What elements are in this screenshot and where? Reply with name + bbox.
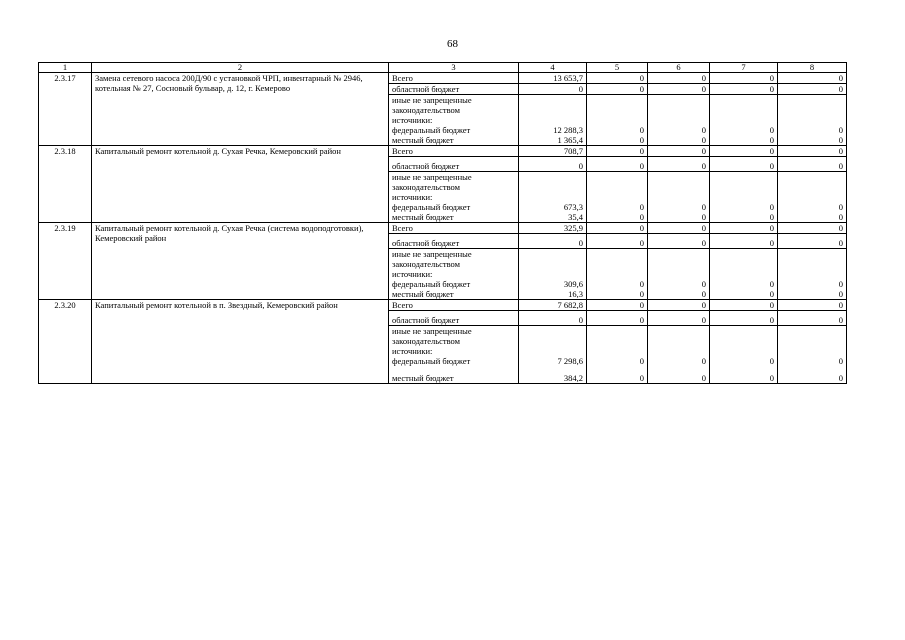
amount-cell: 0 — [778, 234, 847, 249]
budget-table — [38, 62, 847, 384]
source-label-line: федеральный бюджет — [392, 125, 471, 135]
amount-cell — [519, 326, 587, 384]
amount-cell-line: 1 365,4 — [557, 135, 583, 145]
amount-cell-line: 309,6 — [563, 279, 583, 289]
amount-cell-line — [590, 346, 644, 356]
amount-cell-line: 0 — [769, 289, 774, 299]
amount-cell-line: 0 — [701, 289, 706, 299]
amount-cell-line — [713, 326, 774, 336]
amount-cell: 7 682,8 — [519, 300, 587, 311]
amount-cell-line — [651, 346, 706, 356]
amount-cell-line — [713, 192, 774, 202]
amount-cell-line — [522, 172, 583, 182]
source-label-line: иные не запрещенные — [392, 172, 472, 182]
amount-cell-line — [713, 105, 774, 115]
amount-cell — [648, 95, 710, 146]
source-label-line: федеральный бюджет — [392, 356, 471, 366]
item-code: 2.3.19 — [39, 223, 92, 300]
column-header: 6 — [648, 63, 710, 73]
amount-cell: 0 — [778, 146, 847, 157]
table-row — [39, 146, 847, 157]
amount-cell-line — [522, 346, 583, 356]
amount-cell — [710, 326, 778, 384]
amount-cell: 0 — [587, 84, 648, 95]
amount-cell-line: 0 — [701, 125, 706, 135]
amount-cell: 708,7 — [519, 146, 587, 157]
amount-cell-line — [522, 269, 583, 279]
amount-cell — [587, 95, 648, 146]
amount-cell-line — [781, 269, 843, 279]
amount-cell-line — [781, 326, 843, 336]
amount-cell: 0 — [710, 234, 778, 249]
amount-cell-line — [651, 249, 706, 259]
amount-cell-line: 0 — [769, 125, 774, 135]
amount-cell: 0 — [519, 311, 587, 326]
amount-cell-line: 0 — [639, 373, 644, 383]
amount-cell-line: 0 — [639, 135, 644, 145]
source-label: областной бюджет — [389, 84, 519, 95]
source-label-line: законодательством — [392, 259, 461, 269]
amount-cell-line — [781, 192, 843, 202]
amount-cell-line — [522, 115, 583, 125]
amount-cell-line — [651, 336, 706, 346]
amount-cell-line: 0 — [769, 212, 774, 222]
amount-cell-line: 7 298,6 — [557, 356, 583, 366]
amount-cell-line — [713, 259, 774, 269]
amount-cell: 0 — [648, 157, 710, 172]
amount-cell: 0 — [519, 157, 587, 172]
amount-cell-line: 0 — [769, 279, 774, 289]
column-header: 7 — [710, 63, 778, 73]
amount-cell: 0 — [778, 84, 847, 95]
amount-cell-line: 0 — [701, 202, 706, 212]
source-label-line: источники: — [392, 346, 433, 356]
amount-cell-line: 673,3 — [563, 202, 583, 212]
amount-cell: 0 — [648, 223, 710, 234]
amount-cell-line — [781, 249, 843, 259]
amount-cell-line: 0 — [838, 125, 843, 135]
amount-cell-line — [590, 105, 644, 115]
amount-cell: 0 — [710, 311, 778, 326]
source-label: областной бюджет — [389, 157, 519, 172]
column-header: 8 — [778, 63, 847, 73]
amount-cell-line: 0 — [769, 373, 774, 383]
amount-cell — [519, 172, 587, 223]
amount-cell-line — [590, 249, 644, 259]
amount-cell-line: 0 — [701, 279, 706, 289]
amount-cell-line — [590, 182, 644, 192]
amount-cell-line — [781, 182, 843, 192]
source-label-line: источники: — [392, 115, 433, 125]
amount-cell: 0 — [710, 146, 778, 157]
amount-cell: 13 653,7 — [519, 73, 587, 84]
amount-cell: 325,9 — [519, 223, 587, 234]
source-label: Всего — [389, 223, 519, 234]
source-label-line: федеральный бюджет — [392, 202, 471, 212]
table-row — [39, 300, 847, 311]
amount-cell-line: 0 — [838, 279, 843, 289]
amount-cell-line: 0 — [838, 373, 843, 383]
amount-cell — [778, 172, 847, 223]
amount-cell-line: 0 — [701, 212, 706, 222]
amount-cell-line — [651, 105, 706, 115]
amount-cell-line: 0 — [769, 356, 774, 366]
amount-cell: 0 — [648, 146, 710, 157]
amount-cell-line: 384,2 — [563, 373, 583, 383]
amount-cell-line — [590, 259, 644, 269]
column-header: 2 — [92, 63, 389, 73]
source-label-line: местный бюджет — [392, 289, 454, 299]
amount-cell — [587, 249, 648, 300]
amount-cell-line — [713, 346, 774, 356]
amount-cell: 0 — [648, 73, 710, 84]
amount-cell: 0 — [519, 234, 587, 249]
source-label-line: иные не запрещенные — [392, 249, 472, 259]
source-label-line: местный бюджет — [392, 212, 454, 222]
amount-cell: 0 — [587, 223, 648, 234]
amount-cell — [648, 172, 710, 223]
source-label-line: источники: — [392, 269, 433, 279]
amount-cell — [778, 249, 847, 300]
amount-cell-line — [522, 95, 583, 105]
source-label — [389, 326, 519, 384]
table-row — [39, 73, 847, 84]
source-label: Всего — [389, 146, 519, 157]
amount-cell: 0 — [587, 146, 648, 157]
item-name: Капитальный ремонт котельной д. Сухая Речка (система водоподготовки), Кемеровский район — [92, 223, 389, 300]
source-label-line: иные не запрещенные — [392, 95, 472, 105]
source-label — [389, 249, 519, 300]
source-label-line: иные не запрещенные — [392, 326, 472, 336]
amount-cell-line — [651, 182, 706, 192]
amount-cell-line — [713, 172, 774, 182]
amount-cell-line — [713, 336, 774, 346]
amount-cell: 0 — [587, 73, 648, 84]
source-label: областной бюджет — [389, 234, 519, 249]
amount-cell-line: 35,4 — [568, 212, 583, 222]
page-number: 68 — [447, 38, 458, 50]
amount-cell-line: 0 — [639, 279, 644, 289]
amount-cell-line: 0 — [639, 202, 644, 212]
amount-cell-line — [590, 336, 644, 346]
amount-cell — [778, 95, 847, 146]
amount-cell-line: 0 — [769, 202, 774, 212]
source-label-line: законодательством — [392, 336, 461, 346]
amount-cell-line — [522, 249, 583, 259]
amount-cell: 0 — [648, 300, 710, 311]
source-label-line: местный бюджет — [392, 373, 454, 383]
amount-cell — [778, 326, 847, 384]
amount-cell — [710, 249, 778, 300]
amount-cell-line — [713, 249, 774, 259]
amount-cell-line: 0 — [701, 135, 706, 145]
amount-cell: 0 — [587, 300, 648, 311]
column-header: 1 — [39, 63, 92, 73]
amount-cell-line — [522, 326, 583, 336]
amount-cell: 0 — [519, 84, 587, 95]
amount-cell-line — [713, 95, 774, 105]
source-label-line: законодательством — [392, 182, 461, 192]
amount-cell-line: 0 — [769, 135, 774, 145]
amount-cell-line — [522, 259, 583, 269]
source-label — [389, 95, 519, 146]
amount-cell-line — [781, 115, 843, 125]
amount-cell: 0 — [710, 300, 778, 311]
amount-cell-line — [522, 105, 583, 115]
amount-cell-line — [590, 172, 644, 182]
amount-cell: 0 — [710, 157, 778, 172]
amount-cell-line — [781, 346, 843, 356]
amount-cell-line — [781, 336, 843, 346]
amount-cell-line: 0 — [838, 202, 843, 212]
amount-cell — [587, 326, 648, 384]
amount-cell: 0 — [710, 73, 778, 84]
amount-cell-line: 0 — [639, 125, 644, 135]
source-label-line: источники: — [392, 192, 433, 202]
table-row — [39, 223, 847, 234]
item-name: Капитальный ремонт котельной д. Сухая Речка, Кемеровский район — [92, 146, 389, 223]
amount-cell — [710, 172, 778, 223]
amount-cell-line — [781, 172, 843, 182]
amount-cell: 0 — [648, 311, 710, 326]
amount-cell-line — [713, 269, 774, 279]
amount-cell-line — [651, 115, 706, 125]
amount-cell-line — [590, 326, 644, 336]
amount-cell: 0 — [648, 84, 710, 95]
source-label: Всего — [389, 300, 519, 311]
amount-cell-line — [781, 105, 843, 115]
amount-cell: 0 — [778, 300, 847, 311]
amount-cell-line — [651, 172, 706, 182]
amount-cell: 0 — [778, 157, 847, 172]
amount-cell — [648, 249, 710, 300]
amount-cell-line — [713, 182, 774, 192]
amount-cell-line: 0 — [639, 356, 644, 366]
amount-cell-line — [590, 192, 644, 202]
item-code: 2.3.17 — [39, 73, 92, 146]
source-label: Всего — [389, 73, 519, 84]
amount-cell-line — [522, 192, 583, 202]
amount-cell-line — [651, 326, 706, 336]
amount-cell: 0 — [778, 223, 847, 234]
amount-cell-line: 0 — [639, 212, 644, 222]
amount-cell-line — [781, 259, 843, 269]
source-label-line: федеральный бюджет — [392, 279, 471, 289]
amount-cell-line — [590, 115, 644, 125]
item-code: 2.3.20 — [39, 300, 92, 384]
amount-cell: 0 — [648, 234, 710, 249]
amount-cell-line — [522, 182, 583, 192]
item-code: 2.3.18 — [39, 146, 92, 223]
amount-cell — [519, 249, 587, 300]
source-label-line: законодательством — [392, 105, 461, 115]
amount-cell — [587, 172, 648, 223]
amount-cell-line — [590, 95, 644, 105]
amount-cell-line — [651, 95, 706, 105]
amount-cell: 0 — [778, 311, 847, 326]
amount-cell-line — [651, 269, 706, 279]
amount-cell-line: 0 — [701, 356, 706, 366]
amount-cell — [710, 95, 778, 146]
amount-cell: 0 — [587, 311, 648, 326]
amount-cell: 0 — [778, 73, 847, 84]
amount-cell — [519, 95, 587, 146]
amount-cell-line: 0 — [838, 289, 843, 299]
amount-cell-line — [713, 115, 774, 125]
amount-cell: 0 — [587, 157, 648, 172]
amount-cell-line: 12 288,3 — [553, 125, 583, 135]
amount-cell — [648, 326, 710, 384]
column-header: 3 — [389, 63, 519, 73]
header-row — [39, 63, 847, 73]
amount-cell-line: 0 — [701, 373, 706, 383]
column-header: 5 — [587, 63, 648, 73]
amount-cell-line: 0 — [838, 356, 843, 366]
amount-cell-line — [651, 192, 706, 202]
amount-cell-line — [590, 269, 644, 279]
source-label: областной бюджет — [389, 311, 519, 326]
column-header: 4 — [519, 63, 587, 73]
amount-cell-line: 0 — [838, 135, 843, 145]
source-label-line: местный бюджет — [392, 135, 454, 145]
amount-cell-line — [781, 95, 843, 105]
amount-cell-line: 0 — [838, 212, 843, 222]
item-name: Замена сетевого насоса 200Д/90 с установкой ЧРП, инвентарный № 2946, котельная № 27, Сосновый бульвар, д. 12, г. Кемерово — [92, 73, 389, 146]
amount-cell-line: 0 — [639, 289, 644, 299]
amount-cell-line — [651, 259, 706, 269]
item-name: Капитальный ремонт котельной в п. Звездный, Кемеровский район — [92, 300, 389, 384]
amount-cell-line — [522, 336, 583, 346]
source-label — [389, 172, 519, 223]
amount-cell-line: 16,3 — [568, 289, 583, 299]
amount-cell: 0 — [710, 223, 778, 234]
amount-cell: 0 — [710, 84, 778, 95]
amount-cell: 0 — [587, 234, 648, 249]
